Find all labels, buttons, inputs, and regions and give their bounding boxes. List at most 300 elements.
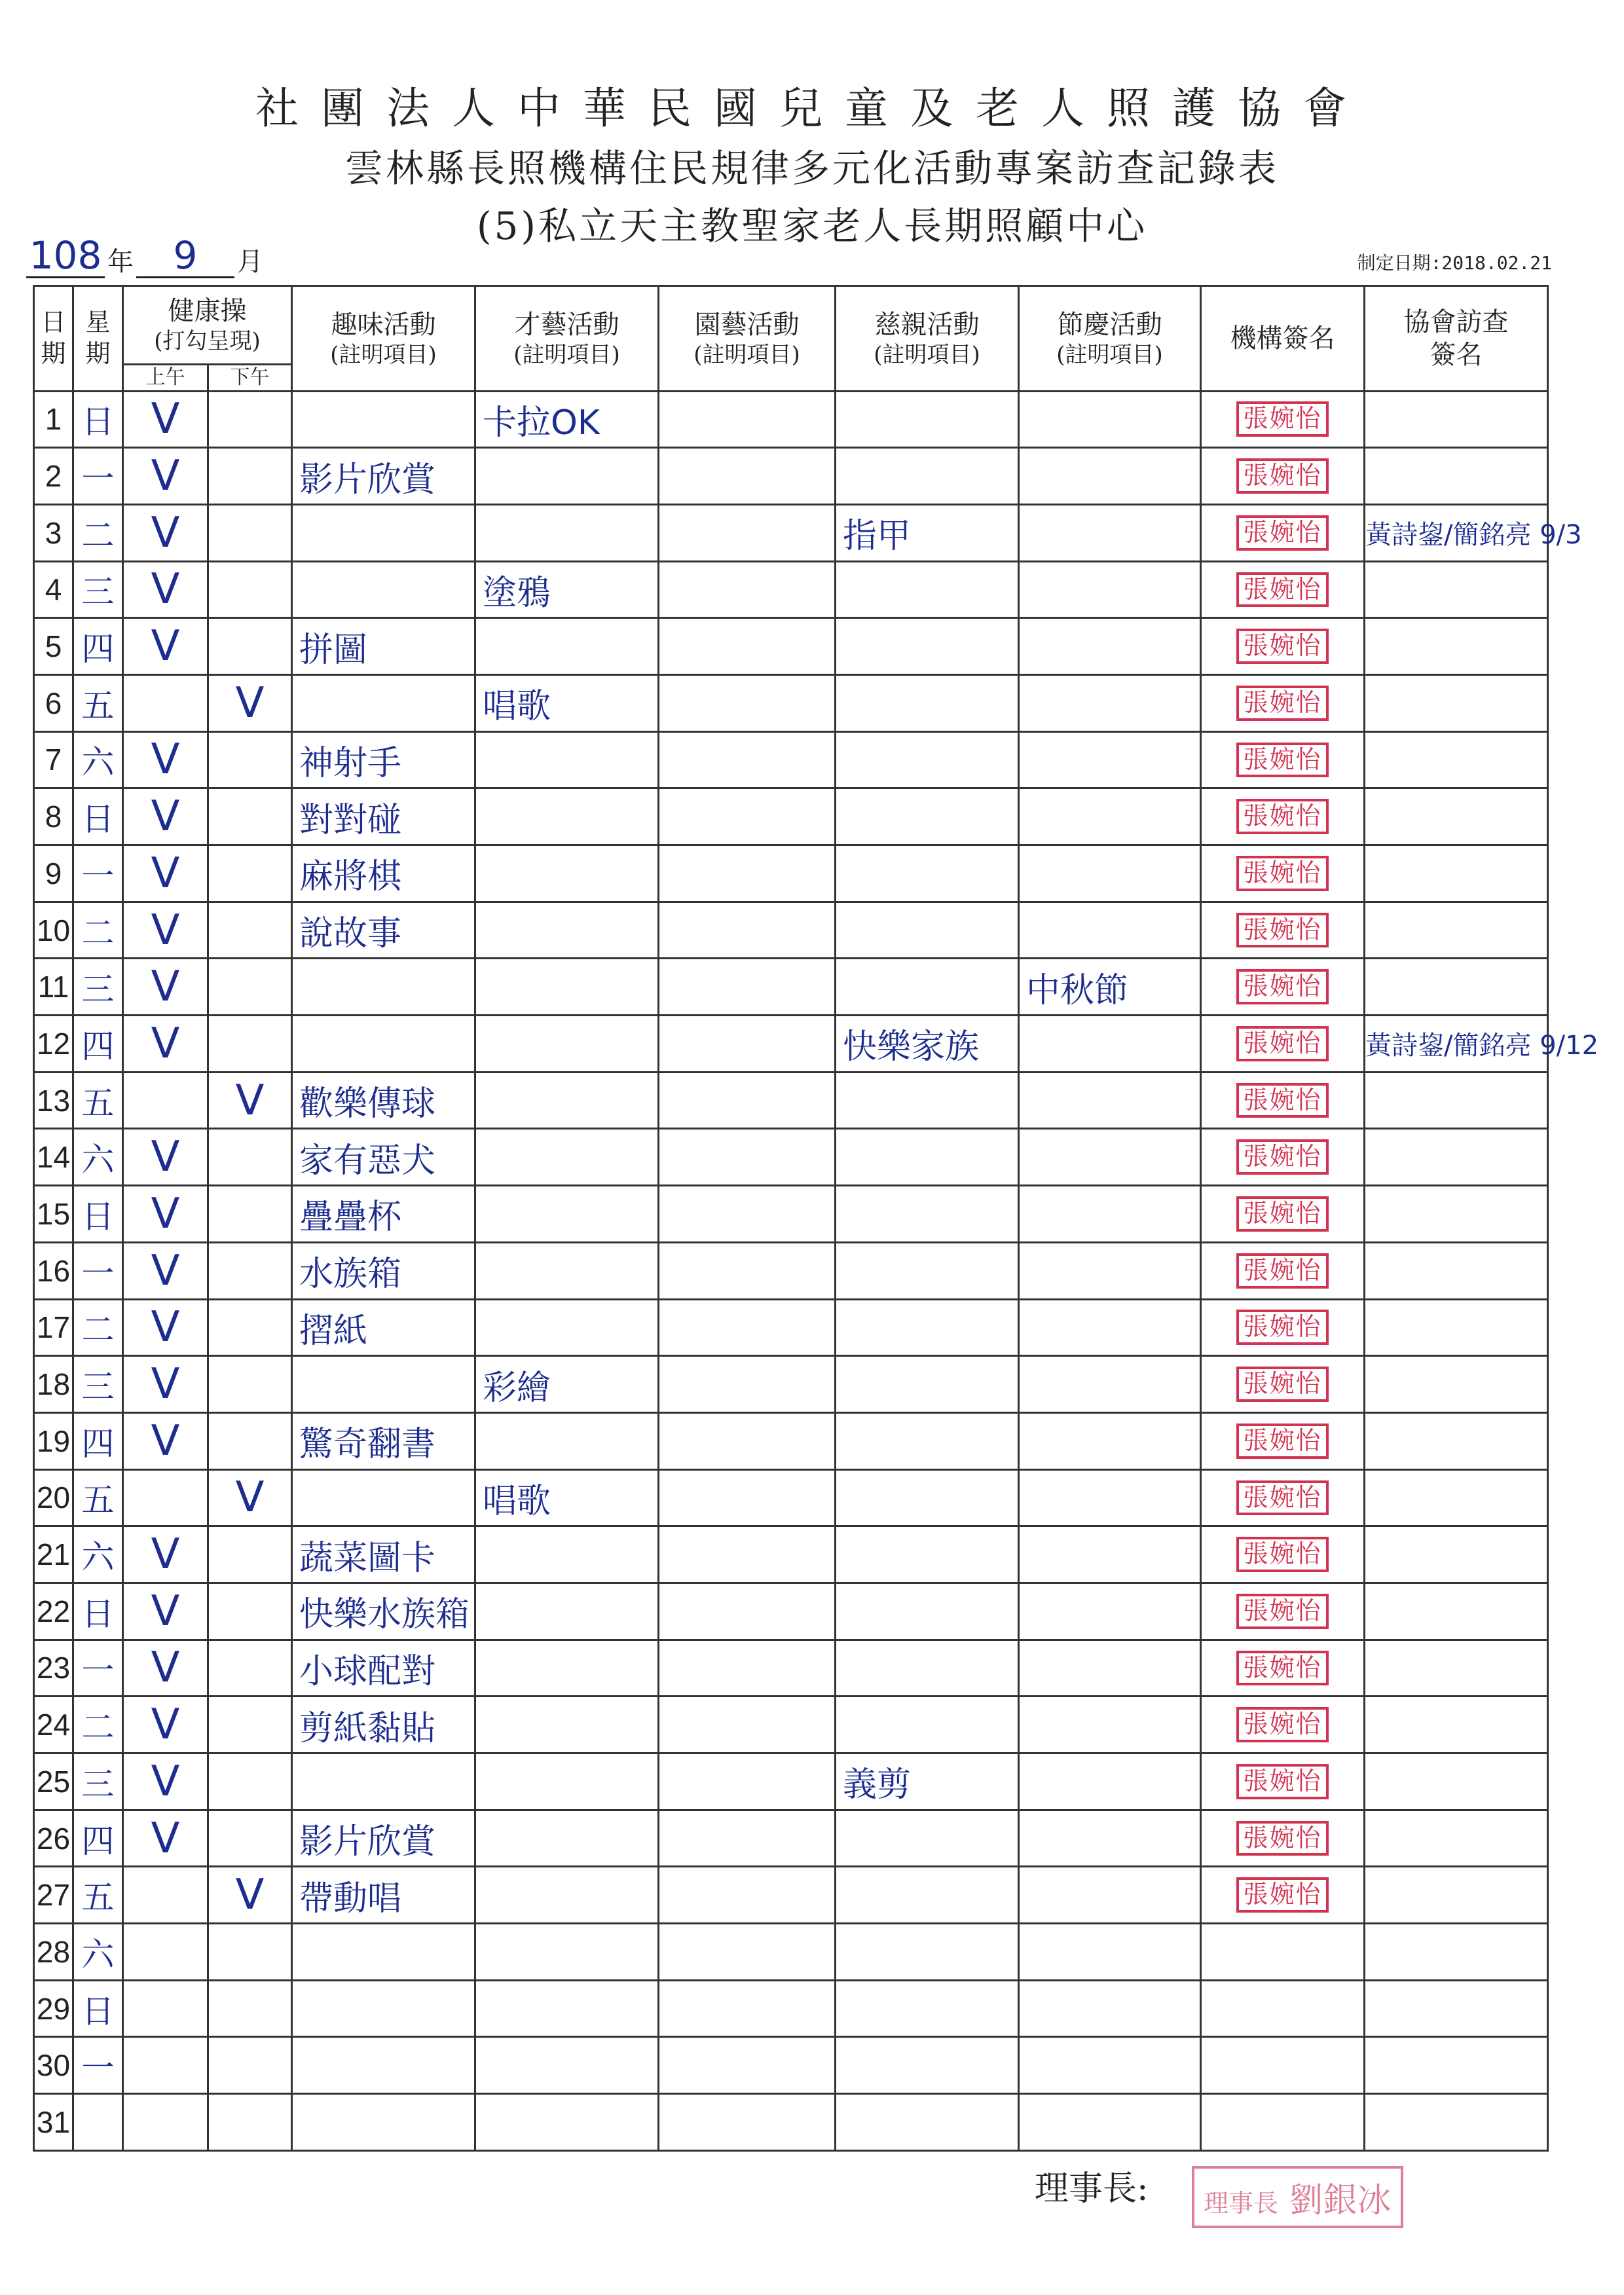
fun-activity-cell: 摺紙: [292, 1299, 475, 1356]
day-cell: 11: [34, 959, 73, 1016]
pm-check-cell: [208, 448, 292, 505]
family-activity-cell: [836, 674, 1019, 731]
pm-check-cell: [208, 504, 292, 561]
art-activity-cell: [475, 1980, 659, 2037]
pm-check-cell: V: [208, 1469, 292, 1526]
am-check-cell: V: [123, 1186, 208, 1243]
weekday-cell: 三: [73, 1356, 123, 1413]
table-row: [34, 1697, 1548, 1753]
visit-sign-cell: [1365, 959, 1548, 1016]
sign-cell: [1201, 1072, 1365, 1129]
seal-title: 理事長: [1204, 2189, 1279, 2218]
art-activity-cell: [475, 959, 659, 1016]
family-activity-cell: [836, 391, 1019, 448]
table-row: [34, 1810, 1548, 1867]
fun-activity-cell: 帶動唱: [292, 1867, 475, 1924]
table-row: [34, 391, 1548, 448]
garden-activity-cell: [659, 1583, 836, 1640]
art-activity-cell: [475, 2094, 659, 2151]
col-festival-header: [1019, 286, 1201, 392]
table-row: [34, 561, 1548, 618]
visit-sign-cell: 黃詩鋆/簡銘亮 9/12: [1365, 1016, 1548, 1073]
sign-cell: [1201, 1186, 1365, 1243]
table-row: [34, 448, 1548, 505]
fun-activity-cell: [292, 2037, 475, 2094]
pm-check-cell: [208, 2037, 292, 2094]
pm-check-cell: [208, 2094, 292, 2151]
visit-sign-cell: [1365, 1980, 1548, 2037]
visit-sign-cell: [1365, 1924, 1548, 1981]
visit-sign-cell: [1365, 1583, 1548, 1640]
family-activity-cell: [836, 1526, 1019, 1583]
art-activity-cell: [475, 1299, 659, 1356]
family-activity-cell: [836, 1242, 1019, 1299]
day-cell: 25: [34, 1753, 73, 1810]
am-check-cell: V: [123, 959, 208, 1016]
am-check-cell: V: [123, 1299, 208, 1356]
fun-activity-cell: 家有惡犬: [292, 1129, 475, 1186]
weekday-cell: 一: [73, 2037, 123, 2094]
day-cell: 24: [34, 1697, 73, 1753]
pm-check-cell: V: [208, 674, 292, 731]
festival-activity-cell: [1019, 1810, 1201, 1867]
visit-sign-cell: [1365, 788, 1548, 845]
festival-activity-cell: [1019, 1299, 1201, 1356]
day-cell: 31: [34, 2094, 73, 2151]
festival-activity-cell: [1019, 1867, 1201, 1924]
pm-check-cell: [208, 1016, 292, 1073]
garden-activity-cell: [659, 845, 836, 902]
col-fun-header: [292, 286, 475, 392]
table-row: [34, 1186, 1548, 1243]
weekday-cell: 六: [73, 1924, 123, 1981]
fun-activity-cell: 影片欣賞: [292, 1810, 475, 1867]
garden-activity-cell: [659, 1924, 836, 1981]
day-cell: 1: [34, 391, 73, 448]
table-row: [34, 902, 1548, 959]
festival-activity-cell: [1019, 1640, 1201, 1697]
sign-cell: [1201, 1129, 1365, 1186]
weekday-cell: 日: [73, 1980, 123, 2037]
festival-activity-cell: [1019, 1583, 1201, 1640]
day-cell: 2: [34, 448, 73, 505]
fun-activity-cell: [292, 1753, 475, 1810]
garden-activity-cell: [659, 1697, 836, 1753]
table-row: [34, 1640, 1548, 1697]
am-check-cell: V: [123, 1129, 208, 1186]
garden-activity-cell: [659, 1526, 836, 1583]
garden-activity-cell: [659, 788, 836, 845]
table-row: [34, 1924, 1548, 1981]
signature-stamp: 張婉怡: [1236, 743, 1328, 778]
weekday-cell: 二: [73, 902, 123, 959]
fun-activity-cell: [292, 2094, 475, 2151]
garden-activity-cell: [659, 1242, 836, 1299]
table-row: [34, 2037, 1548, 2094]
festival-note: (註明項目): [1056, 341, 1163, 368]
am-check-cell: [123, 1469, 208, 1526]
weekday-cell: 四: [73, 618, 123, 675]
art-title: 才藝活動: [514, 309, 619, 340]
am-check-cell: V: [123, 902, 208, 959]
am-check-cell: V: [123, 1753, 208, 1810]
sign-cell: [1201, 1242, 1365, 1299]
festival-activity-cell: [1019, 1129, 1201, 1186]
signature-stamp: 張婉怡: [1236, 1367, 1328, 1402]
art-activity-cell: [475, 1697, 659, 1753]
table-row: [34, 2094, 1548, 2151]
pm-check-cell: [208, 1186, 292, 1243]
pm-check-cell: [208, 959, 292, 1016]
signature-stamp: 張婉怡: [1236, 1707, 1328, 1742]
festival-title: 節慶活動: [1057, 309, 1162, 340]
sign-cell: [1201, 448, 1365, 505]
pm-check-cell: [208, 1526, 292, 1583]
sign-cell: [1201, 788, 1365, 845]
pm-check-cell: [208, 731, 292, 788]
am-check-cell: V: [123, 845, 208, 902]
col-sign-header: 機構簽名: [1201, 286, 1365, 392]
art-activity-cell: [475, 1924, 659, 1981]
chairman-label: 理事長:: [1035, 2169, 1149, 2209]
fun-activity-cell: [292, 1924, 475, 1981]
pm-check-cell: [208, 902, 292, 959]
am-check-cell: V: [123, 731, 208, 788]
day-cell: 20: [34, 1469, 73, 1526]
weekday-cell: 六: [73, 731, 123, 788]
day-cell: 8: [34, 788, 73, 845]
sign-cell: [1201, 731, 1365, 788]
pm-check-cell: [208, 1412, 292, 1469]
pm-check-cell: [208, 391, 292, 448]
am-check-cell: V: [123, 788, 208, 845]
festival-activity-cell: [1019, 448, 1201, 505]
visit-sign-cell: [1365, 1640, 1548, 1697]
col-pm-header: 下午: [208, 365, 292, 392]
garden-activity-cell: [659, 504, 836, 561]
family-activity-cell: 指甲: [836, 504, 1019, 561]
signature-stamp: 張婉怡: [1236, 913, 1328, 948]
visit-sign-cell: [1365, 845, 1548, 902]
col-family-header: [836, 286, 1019, 392]
sign-cell: [1201, 391, 1365, 448]
form-title: 雲林縣長照機構住民規律多元化活動專案訪查記錄表: [344, 146, 1279, 191]
day-cell: 12: [34, 1016, 73, 1073]
table-row: [34, 1583, 1548, 1640]
art-activity-cell: [475, 448, 659, 505]
weekday-cell: 一: [73, 845, 123, 902]
pm-check-cell: [208, 1640, 292, 1697]
garden-activity-cell: [659, 1810, 836, 1867]
am-check-cell: [123, 674, 208, 731]
weekday-cell: 五: [73, 1867, 123, 1924]
pm-check-cell: [208, 1242, 292, 1299]
fun-activity-cell: [292, 959, 475, 1016]
table-row: [34, 788, 1548, 845]
family-activity-cell: 快樂家族: [836, 1016, 1019, 1073]
festival-activity-cell: 中秋節: [1019, 959, 1201, 1016]
festival-activity-cell: [1019, 391, 1201, 448]
sign-cell: [1201, 1526, 1365, 1583]
am-check-cell: V: [123, 1356, 208, 1413]
art-activity-cell: [475, 1640, 659, 1697]
am-check-cell: [123, 1924, 208, 1981]
art-activity-cell: [475, 1242, 659, 1299]
art-activity-cell: [475, 504, 659, 561]
fun-activity-cell: 拼圖: [292, 618, 475, 675]
visit-sign-cell: [1365, 2037, 1548, 2094]
family-activity-cell: [836, 1980, 1019, 2037]
visit-sign-cell: [1365, 1469, 1548, 1526]
signature-stamp: 張婉怡: [1236, 1651, 1328, 1686]
pm-check-cell: V: [208, 1867, 292, 1924]
festival-activity-cell: [1019, 1697, 1201, 1753]
festival-activity-cell: [1019, 674, 1201, 731]
pm-check-cell: V: [208, 1072, 292, 1129]
weekday-cell: 日: [73, 1583, 123, 1640]
pm-check-cell: [208, 1129, 292, 1186]
family-activity-cell: [836, 1129, 1019, 1186]
visit-sign-cell: [1365, 1072, 1548, 1129]
visit-sign-cell: [1365, 674, 1548, 731]
weekday-cell: 四: [73, 1412, 123, 1469]
art-activity-cell: [475, 1810, 659, 1867]
fun-note: (註明項目): [330, 341, 437, 368]
sign-cell: [1201, 845, 1365, 902]
visit-sign-cell: 黃詩鋆/簡銘亮 9/3: [1365, 504, 1548, 561]
pm-check-cell: [208, 1810, 292, 1867]
family-title: 慈親活動: [874, 309, 980, 340]
visit-sign-cell: [1365, 561, 1548, 618]
fun-activity-cell: 水族箱: [292, 1242, 475, 1299]
org-title: 社團法人中華民國兒童及老人照護協會: [255, 83, 1369, 134]
festival-activity-cell: [1019, 504, 1201, 561]
festival-activity-cell: [1019, 1526, 1201, 1583]
day-cell: 15: [34, 1186, 73, 1243]
garden-activity-cell: [659, 448, 836, 505]
sign-cell: [1201, 1753, 1365, 1810]
festival-activity-cell: [1019, 845, 1201, 902]
col-visit-header: [1365, 286, 1548, 392]
fun-activity-cell: [292, 674, 475, 731]
signature-stamp: 張婉怡: [1236, 1139, 1328, 1175]
day-cell: 6: [34, 674, 73, 731]
am-check-cell: V: [123, 1242, 208, 1299]
family-activity-cell: [836, 902, 1019, 959]
art-activity-cell: [475, 902, 659, 959]
art-activity-cell: [475, 845, 659, 902]
visit-sign-cell: [1365, 1186, 1548, 1243]
day-cell: 28: [34, 1924, 73, 1981]
weekday-cell: 二: [73, 1697, 123, 1753]
festival-activity-cell: [1019, 618, 1201, 675]
festival-activity-cell: [1019, 1186, 1201, 1243]
festival-activity-cell: [1019, 1356, 1201, 1413]
table-row: [34, 1753, 1548, 1810]
sign-cell: [1201, 2094, 1365, 2151]
signature-stamp: 張婉怡: [1236, 1480, 1328, 1516]
signature-stamp: 張婉怡: [1236, 1196, 1328, 1232]
garden-activity-cell: [659, 1753, 836, 1810]
signature-stamp: 張婉怡: [1236, 969, 1328, 1004]
day-cell: 7: [34, 731, 73, 788]
signature-stamp: 張婉怡: [1236, 1423, 1328, 1459]
art-activity-cell: [475, 788, 659, 845]
art-note: (註明項目): [513, 341, 620, 368]
am-check-cell: [123, 1980, 208, 2037]
facility-name: (5)私立天主教聖家老人長期照顧中心: [476, 204, 1148, 248]
weekday-cell: 二: [73, 504, 123, 561]
family-note: (註明項目): [874, 341, 980, 368]
fun-activity-cell: 對對碰: [292, 788, 475, 845]
garden-activity-cell: [659, 1412, 836, 1469]
am-check-cell: V: [123, 504, 208, 561]
am-check-cell: [123, 1072, 208, 1129]
table-row: [34, 1072, 1548, 1129]
signature-stamp: 張婉怡: [1236, 1594, 1328, 1629]
day-cell: 16: [34, 1242, 73, 1299]
garden-activity-cell: [659, 561, 836, 618]
weekday-cell: 一: [73, 448, 123, 505]
garden-activity-cell: [659, 731, 836, 788]
festival-activity-cell: [1019, 1753, 1201, 1810]
fun-activity-cell: 疊疊杯: [292, 1186, 475, 1243]
table-row: [34, 1867, 1548, 1924]
fun-activity-cell: 驚奇翻書: [292, 1412, 475, 1469]
signature-stamp: 張婉怡: [1236, 1821, 1328, 1856]
sign-cell: [1201, 674, 1365, 731]
garden-activity-cell: [659, 959, 836, 1016]
garden-activity-cell: [659, 391, 836, 448]
table-row: [34, 1299, 1548, 1356]
visit-sign-cell: [1365, 1356, 1548, 1413]
pm-check-cell: [208, 1583, 292, 1640]
garden-title: 園藝活動: [694, 309, 800, 340]
weekday-cell: 五: [73, 1469, 123, 1526]
day-cell: 17: [34, 1299, 73, 1356]
month-value: 9: [136, 234, 234, 278]
family-activity-cell: [836, 959, 1019, 1016]
fun-activity-cell: 神射手: [292, 731, 475, 788]
day-cell: 13: [34, 1072, 73, 1129]
fun-activity-cell: [292, 1016, 475, 1073]
visit-sign-cell: [1365, 1526, 1548, 1583]
table-row: [34, 504, 1548, 561]
garden-activity-cell: [659, 1129, 836, 1186]
am-check-cell: V: [123, 391, 208, 448]
day-cell: 22: [34, 1583, 73, 1640]
festival-activity-cell: [1019, 1242, 1201, 1299]
day-cell: 23: [34, 1640, 73, 1697]
fun-activity-cell: 影片欣賞: [292, 448, 475, 505]
garden-activity-cell: [659, 618, 836, 675]
sign-cell: [1201, 1469, 1365, 1526]
family-activity-cell: [836, 1072, 1019, 1129]
col-day-header: 日期: [34, 286, 73, 392]
family-activity-cell: [836, 1356, 1019, 1413]
weekday-cell: 六: [73, 1129, 123, 1186]
signature-stamp: 張婉怡: [1236, 1877, 1328, 1913]
art-activity-cell: [475, 1072, 659, 1129]
fun-activity-cell: [292, 1356, 475, 1413]
signature-stamp: 張婉怡: [1236, 856, 1328, 891]
seal-name: 劉銀冰: [1289, 2181, 1392, 2220]
pm-check-cell: [208, 788, 292, 845]
pm-check-cell: [208, 618, 292, 675]
family-activity-cell: [836, 1697, 1019, 1753]
festival-activity-cell: [1019, 788, 1201, 845]
pm-check-cell: [208, 1753, 292, 1810]
festival-activity-cell: [1019, 1469, 1201, 1526]
exercise-note: (打勾呈現): [154, 328, 261, 355]
art-activity-cell: 卡拉OK: [475, 391, 659, 448]
fun-activity-cell: 小球配對: [292, 1640, 475, 1697]
garden-activity-cell: [659, 1186, 836, 1243]
col-am-header: 上午: [123, 365, 208, 392]
garden-activity-cell: [659, 1299, 836, 1356]
signature-stamp: 張婉怡: [1236, 1253, 1328, 1289]
family-activity-cell: [836, 2094, 1019, 2151]
festival-activity-cell: [1019, 2037, 1201, 2094]
art-activity-cell: 唱歌: [475, 1469, 659, 1526]
family-activity-cell: [836, 1924, 1019, 1981]
garden-activity-cell: [659, 1016, 836, 1073]
family-activity-cell: [836, 845, 1019, 902]
festival-activity-cell: [1019, 1016, 1201, 1073]
col-art-header: [475, 286, 659, 392]
visit-sign-cell: [1365, 391, 1548, 448]
festival-activity-cell: [1019, 1412, 1201, 1469]
visit-sign-cell: [1365, 1867, 1548, 1924]
art-activity-cell: [475, 1753, 659, 1810]
visit-sign-cell: [1365, 1412, 1548, 1469]
weekday-cell: 一: [73, 1640, 123, 1697]
fun-activity-cell: 麻將棋: [292, 845, 475, 902]
sign-cell: [1201, 1016, 1365, 1073]
visit-sign-cell: [1365, 1810, 1548, 1867]
pm-check-cell: [208, 1356, 292, 1413]
col-garden-header: [659, 286, 836, 392]
garden-activity-cell: [659, 1356, 836, 1413]
garden-activity-cell: [659, 2037, 836, 2094]
fun-activity-cell: 快樂水族箱: [292, 1583, 475, 1640]
chairman-seal: [1192, 2166, 1403, 2228]
fun-activity-cell: [292, 1469, 475, 1526]
sign-cell: [1201, 618, 1365, 675]
signature-stamp: 張婉怡: [1236, 686, 1328, 721]
activity-table: [33, 285, 1599, 2152]
day-cell: 19: [34, 1412, 73, 1469]
art-activity-cell: [475, 1583, 659, 1640]
family-activity-cell: [836, 1299, 1019, 1356]
family-activity-cell: [836, 1867, 1019, 1924]
weekday-cell: 日: [73, 788, 123, 845]
festival-activity-cell: [1019, 2094, 1201, 2151]
am-check-cell: V: [123, 1640, 208, 1697]
fun-activity-cell: [292, 391, 475, 448]
table-row: [34, 618, 1548, 675]
family-activity-cell: [836, 618, 1019, 675]
am-check-cell: V: [123, 1016, 208, 1073]
garden-activity-cell: [659, 902, 836, 959]
signature-stamp: 張婉怡: [1236, 629, 1328, 664]
am-check-cell: V: [123, 1583, 208, 1640]
visit-sign-cell: [1365, 448, 1548, 505]
signature-stamp: 張婉怡: [1236, 572, 1328, 608]
weekday-cell: 二: [73, 1299, 123, 1356]
weekday-cell: 四: [73, 1810, 123, 1867]
am-check-cell: V: [123, 1526, 208, 1583]
